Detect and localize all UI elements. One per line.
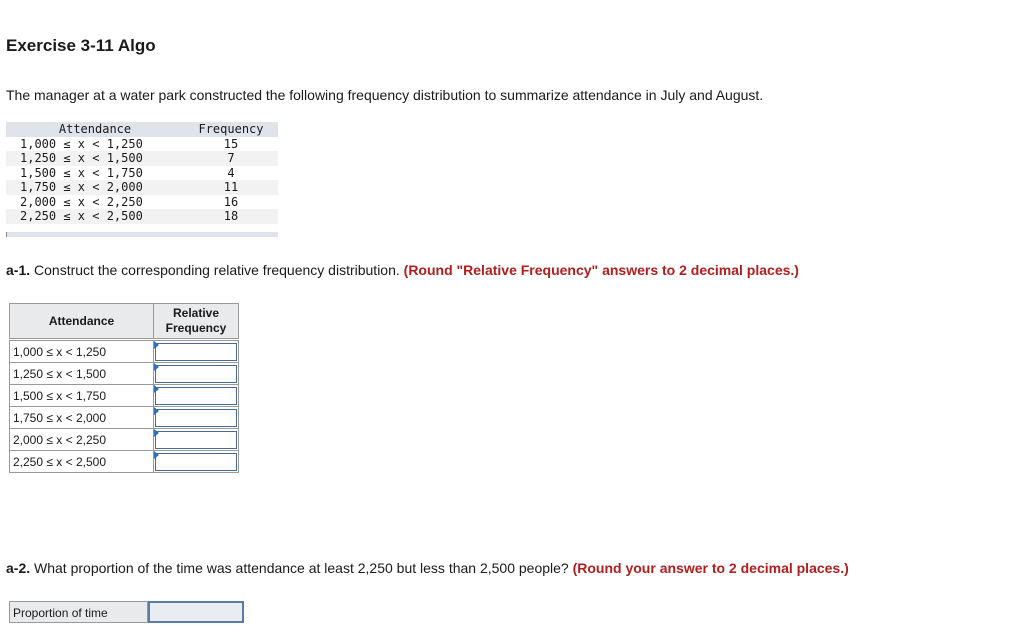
- flag-icon: [154, 407, 159, 415]
- frequency-table: [6, 122, 278, 224]
- question-a2: [6, 560, 849, 576]
- relative-frequency-input[interactable]: [155, 431, 237, 449]
- flag-icon: [154, 363, 159, 371]
- page-title: Exercise 3-11 Algo: [6, 36, 156, 55]
- relative-frequency-table: [9, 303, 239, 473]
- attendance-cell: 1,500 ≤ x < 1,750: [20, 165, 143, 180]
- relative-frequency-input[interactable]: [155, 387, 237, 405]
- header-relative-text: Relative: [172, 306, 220, 320]
- header-frequency: Frequency: [184, 122, 278, 137]
- header-attendance: Attendance: [6, 122, 184, 137]
- proportion-input[interactable]: [148, 601, 244, 623]
- attendance-cell: 1,750 ≤ x < 2,000: [6, 180, 184, 195]
- proportion-label: Proportion of time: [9, 601, 148, 623]
- answer-attendance-cell: 1,750 ≤ x < 2,000: [10, 407, 154, 429]
- answer-attendance-cell: 1,500 ≤ x < 1,750: [10, 385, 154, 407]
- answer-attendance-cell: 2,250 ≤ x < 2,500: [10, 451, 154, 473]
- relative-frequency-input[interactable]: [155, 343, 237, 361]
- proportion-row: [9, 601, 244, 623]
- question-a2-text: What proportion of the time was attendance at least 2,250 but less than 2,500 people?: [30, 560, 573, 576]
- frequency-cell: 11: [184, 180, 278, 195]
- table-row: [6, 209, 278, 224]
- table-row: [6, 180, 278, 195]
- frequency-cell: 4: [227, 165, 235, 180]
- answer-row: [10, 429, 239, 451]
- relative-frequency-input[interactable]: [155, 453, 237, 471]
- table-row: [6, 151, 278, 166]
- question-a1-hint: (Round "Relative Frequency" answers to 2 decimal places.): [403, 262, 799, 278]
- table-scrollbar[interactable]: [6, 232, 278, 237]
- answer-row: [10, 363, 239, 385]
- question-a1-text: Construct the corresponding relative frequency distribution.: [30, 262, 404, 278]
- answer-header-relative-frequency: [154, 304, 239, 339]
- answer-row: [10, 385, 239, 407]
- question-a1: [6, 262, 799, 278]
- question-a2-hint: (Round your answer to 2 decimal places.): [572, 560, 849, 576]
- flag-icon: [154, 385, 159, 393]
- attendance-cell: 2,000 ≤ x < 2,250: [20, 194, 143, 209]
- answer-attendance-cell: 1,000 ≤ x < 1,250: [10, 341, 154, 363]
- attendance-cell: 1,250 ≤ x < 1,500: [6, 151, 184, 166]
- table-row: [6, 195, 278, 210]
- header-frequency-text: Frequency: [165, 321, 227, 335]
- answer-header-attendance: Attendance: [10, 304, 154, 339]
- table-row: [6, 137, 278, 152]
- answer-row: [10, 451, 239, 473]
- flag-icon: [154, 429, 159, 437]
- table-row: [6, 166, 278, 181]
- frequency-cell: 16: [223, 194, 239, 209]
- flag-icon: [154, 341, 159, 349]
- relative-frequency-input[interactable]: [155, 365, 237, 383]
- answer-row: [10, 341, 239, 363]
- answer-attendance-cell: 2,000 ≤ x < 2,250: [10, 429, 154, 451]
- frequency-cell: 7: [184, 151, 278, 166]
- question-a2-label: a-2.: [6, 560, 31, 576]
- answer-attendance-cell: 1,250 ≤ x < 1,500: [10, 363, 154, 385]
- question-a1-label: a-1.: [6, 262, 31, 278]
- flag-icon: [154, 451, 159, 459]
- attendance-cell: 1,000 ≤ x < 1,250: [20, 136, 143, 151]
- frequency-cell: 15: [223, 136, 239, 151]
- relative-frequency-input[interactable]: [155, 409, 237, 427]
- attendance-cell: 2,250 ≤ x < 2,500: [6, 209, 184, 224]
- intro-text: The manager at a water park constructed the following frequency distribution to summarize attendance in July and August.: [6, 87, 764, 103]
- answer-row: [10, 407, 239, 429]
- frequency-cell: 18: [184, 209, 278, 224]
